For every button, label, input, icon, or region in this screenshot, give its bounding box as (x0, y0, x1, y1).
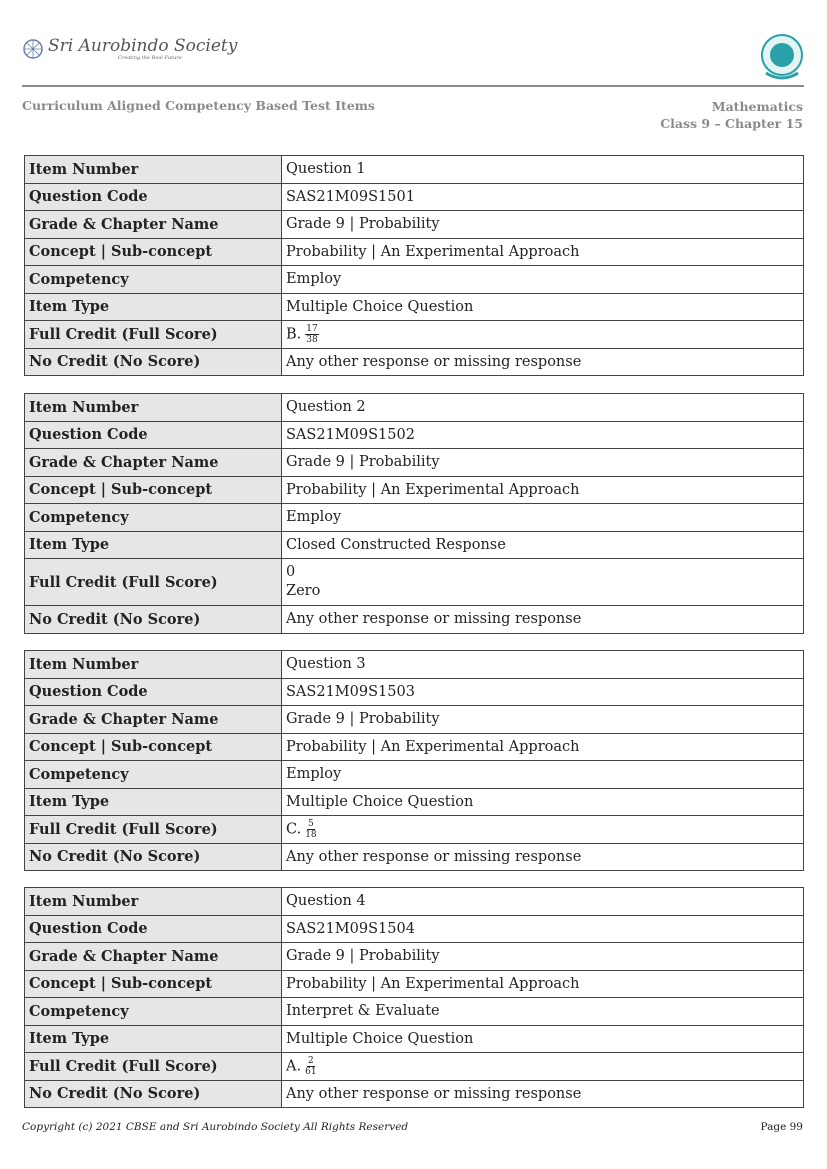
table-row (25, 733, 804, 761)
table-row (25, 531, 804, 559)
answer-option: C. (286, 821, 302, 838)
row-value (282, 238, 804, 266)
answer-fraction (305, 324, 318, 345)
number-value: Question 4 (286, 893, 366, 910)
table-row (25, 211, 804, 239)
row-value (282, 321, 804, 349)
page-number: Page 99 (760, 1121, 803, 1133)
no_credit-value: Any other response or missing response (286, 1085, 582, 1102)
row-label: Full Credit (Full Score) (25, 321, 282, 349)
cbse-logo (760, 33, 804, 87)
row-label: Grade & Chapter Name (25, 943, 282, 971)
answer-fraction (305, 1056, 316, 1077)
competency-value: Interpret & Evaluate (286, 1003, 440, 1020)
denominator: 61 (305, 1066, 317, 1077)
table-row (25, 606, 804, 634)
number-value: Question 1 (286, 161, 366, 178)
row-label: No Credit (No Score) (25, 843, 282, 871)
row-label: Question Code (25, 915, 282, 943)
row-label: No Credit (No Score) (25, 606, 282, 634)
code-value: SAS21M09S1504 (286, 920, 415, 937)
table-row (25, 183, 804, 211)
table-row (25, 1080, 804, 1108)
type-value: Multiple Choice Question (286, 298, 474, 315)
competency-value: Employ (286, 509, 342, 526)
table-row (25, 1025, 804, 1053)
row-value (282, 293, 804, 321)
row-label: Competency (25, 761, 282, 789)
row-label: Item Type (25, 531, 282, 559)
full-credit-value: 0 (286, 564, 296, 580)
table-row (25, 843, 804, 871)
code-value: SAS21M09S1501 (286, 188, 415, 205)
sri-aurobindo-society-logo (22, 36, 237, 61)
row-label: No Credit (No Score) (25, 348, 282, 376)
row-value (282, 421, 804, 449)
table-row (25, 293, 804, 321)
row-value (282, 1053, 804, 1081)
row-value (282, 678, 804, 706)
row-label: Question Code (25, 678, 282, 706)
row-label: Full Credit (Full Score) (25, 816, 282, 844)
competency-value: Employ (286, 766, 342, 783)
table-row (25, 156, 804, 184)
table-row (25, 788, 804, 816)
row-value (282, 606, 804, 634)
competency-value: Employ (286, 271, 342, 288)
subject: Mathematics (711, 99, 803, 114)
row-label: Item Type (25, 293, 282, 321)
table-row (25, 998, 804, 1026)
table-row (25, 943, 804, 971)
copyright: Copyright (c) 2021 CBSE and Sri Aurobindo Society All Rights Reserved (22, 1121, 409, 1133)
concept-value: Probability | An Experimental Approach (286, 975, 580, 992)
document-title: Curriculum Aligned Competency Based Test Items (22, 98, 375, 113)
table-row (25, 915, 804, 943)
row-value (282, 761, 804, 789)
table-row (25, 421, 804, 449)
row-value (282, 998, 804, 1026)
row-value (282, 559, 804, 606)
row-value (282, 266, 804, 294)
row-value (282, 156, 804, 184)
row-label: Concept | Sub-concept (25, 238, 282, 266)
table-row (25, 449, 804, 477)
row-value (282, 651, 804, 679)
concept-value: Probability | An Experimental Approach (286, 481, 580, 498)
answer-option: B. (286, 326, 302, 343)
denominator: 38 (306, 334, 318, 345)
logo-text: Sri Aurobindo Society (48, 36, 238, 56)
row-label: Grade & Chapter Name (25, 449, 282, 477)
concept-value: Probability | An Experimental Approach (286, 243, 580, 260)
no_credit-value: Any other response or missing response (286, 848, 582, 865)
grade-value: Grade 9 | Probability (286, 216, 440, 233)
row-value (282, 733, 804, 761)
row-label: Concept | Sub-concept (25, 970, 282, 998)
table-row (25, 321, 804, 349)
table-row (25, 678, 804, 706)
row-value (282, 504, 804, 532)
item-table (24, 155, 804, 376)
numerator: 5 (308, 818, 314, 829)
row-label: Competency (25, 266, 282, 294)
table-row (25, 761, 804, 789)
row-label: Item Number (25, 394, 282, 422)
row-label: Item Number (25, 888, 282, 916)
table-row (25, 706, 804, 734)
table-row (25, 504, 804, 532)
row-value (282, 706, 804, 734)
row-label: Full Credit (Full Score) (25, 559, 282, 606)
row-label: No Credit (No Score) (25, 1080, 282, 1108)
table-row (25, 266, 804, 294)
row-label: Question Code (25, 421, 282, 449)
concept-value: Probability | An Experimental Approach (286, 738, 580, 755)
denominator: 18 (305, 829, 317, 840)
item-table (24, 650, 804, 871)
row-label: Concept | Sub-concept (25, 733, 282, 761)
table-row (25, 651, 804, 679)
grade-value: Grade 9 | Probability (286, 711, 440, 728)
class-chapter: Class 9 – Chapter 15 (660, 116, 803, 131)
no_credit-value: Any other response or missing response (286, 353, 582, 370)
full-credit-value-words: Zero (286, 583, 321, 599)
row-value (282, 888, 804, 916)
row-value (282, 348, 804, 376)
grade-value: Grade 9 | Probability (286, 948, 440, 965)
grade-value: Grade 9 | Probability (286, 454, 440, 471)
table-row (25, 816, 804, 844)
table-row (25, 559, 804, 606)
type-value: Closed Constructed Response (286, 536, 506, 553)
row-value (282, 531, 804, 559)
row-value (282, 788, 804, 816)
row-label: Competency (25, 998, 282, 1026)
row-value (282, 970, 804, 998)
row-label: Grade & Chapter Name (25, 706, 282, 734)
globe-icon (22, 38, 44, 60)
row-value (282, 183, 804, 211)
table-row (25, 970, 804, 998)
number-value: Question 3 (286, 656, 366, 673)
type-value: Multiple Choice Question (286, 793, 474, 810)
row-value (282, 394, 804, 422)
no_credit-value: Any other response or missing response (286, 611, 582, 628)
row-value (282, 449, 804, 477)
item-table (24, 393, 804, 634)
answer-fraction (305, 819, 316, 840)
row-value (282, 816, 804, 844)
row-label: Concept | Sub-concept (25, 476, 282, 504)
table-row (25, 348, 804, 376)
row-value (282, 1080, 804, 1108)
row-value (282, 915, 804, 943)
table-row (25, 476, 804, 504)
subject-info (660, 98, 803, 132)
row-value (282, 1025, 804, 1053)
code-value: SAS21M09S1503 (286, 683, 415, 700)
row-label: Item Type (25, 788, 282, 816)
row-label: Grade & Chapter Name (25, 211, 282, 239)
item-table (24, 887, 804, 1108)
code-value: SAS21M09S1502 (286, 426, 415, 443)
row-label: Full Credit (Full Score) (25, 1053, 282, 1081)
answer-option: A. (286, 1058, 302, 1075)
table-row (25, 238, 804, 266)
table-row (25, 394, 804, 422)
row-value (282, 476, 804, 504)
numerator: 2 (307, 1055, 314, 1066)
row-label: Question Code (25, 183, 282, 211)
number-value: Question 2 (286, 399, 366, 416)
row-label: Item Number (25, 156, 282, 184)
row-value (282, 211, 804, 239)
type-value: Multiple Choice Question (286, 1030, 474, 1047)
row-label: Competency (25, 504, 282, 532)
header-divider (22, 85, 804, 87)
logo-tagline: Creating the Real Future (118, 55, 182, 61)
row-label: Item Number (25, 651, 282, 679)
table-row (25, 888, 804, 916)
row-value (282, 843, 804, 871)
row-label: Item Type (25, 1025, 282, 1053)
numerator: 17 (306, 323, 318, 334)
table-row (25, 1053, 804, 1081)
row-value (282, 943, 804, 971)
